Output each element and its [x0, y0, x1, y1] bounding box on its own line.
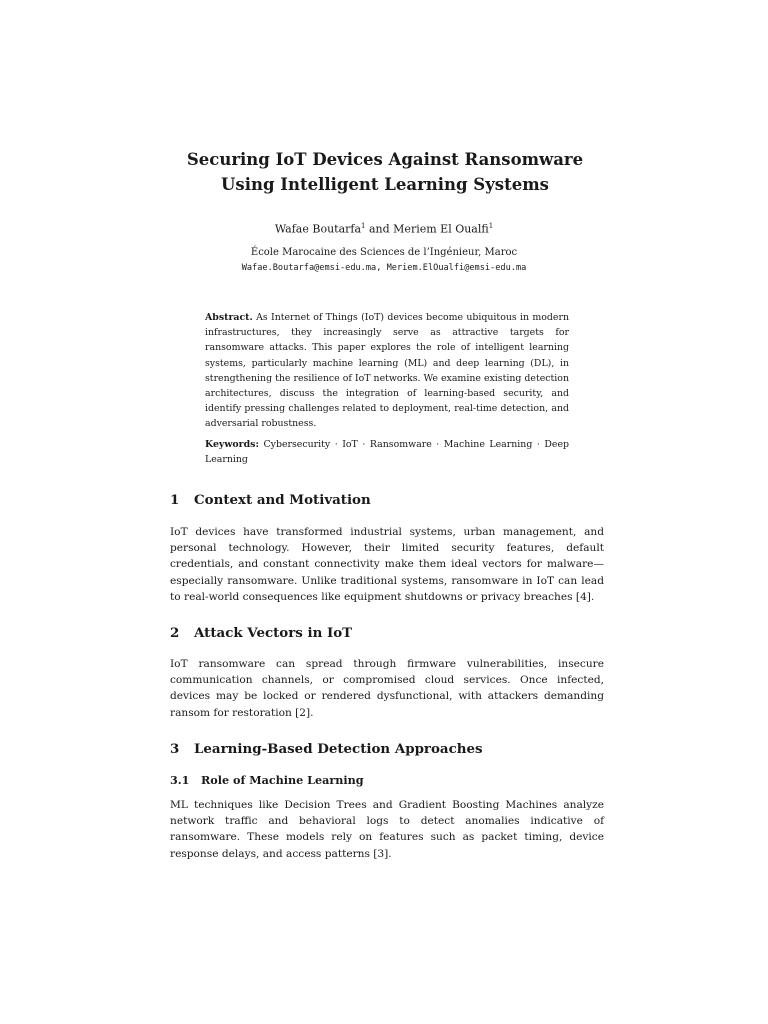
subsection-number: 3.1	[170, 773, 190, 787]
section-title: Context and Motivation	[194, 492, 371, 508]
section-number: 1	[170, 492, 180, 508]
section-heading	[170, 740, 483, 758]
author-list	[0, 219, 768, 237]
keywords	[205, 437, 569, 467]
email-address[interactable]: Meriem.ElOualfi@emsi-edu.ma	[386, 263, 527, 273]
affiliation: École Marocaine des Sciences de l’Ingénieur, Maroc	[250, 247, 518, 258]
section-number: 2	[170, 625, 180, 641]
keywords-label: Keywords:	[205, 439, 259, 450]
keywords-text: Cybersecurity · IoT · Ransomware · Machine Learning · Deep Learning	[205, 439, 569, 466]
author-name: Wafae Boutarfa	[274, 222, 362, 236]
author-connector: and	[368, 222, 390, 236]
title-line-1: Securing IoT Devices Against Ransomware	[186, 150, 584, 169]
section-number: 3	[170, 741, 180, 757]
section-title: Learning-Based Detection Approaches	[194, 741, 483, 757]
title-line-2: Using Intelligent Learning Systems	[221, 175, 549, 194]
subsection-heading	[170, 772, 364, 788]
affiliation-marker: 1	[488, 222, 494, 230]
section-heading	[170, 491, 371, 509]
email-address[interactable]: Wafae.Boutarfa@emsi-edu.ma	[241, 263, 377, 273]
paper-title	[170, 147, 600, 197]
author-name: Meriem El Oualfi	[393, 222, 489, 236]
section-heading	[170, 624, 352, 642]
affiliation-marker: 1	[361, 222, 366, 230]
abstract-text: As Internet of Things (IoT) devices become ubiquitous in modern infrastructures, they increasingly serve as attractive targets for ransomware attacks. This paper explores the role of intelligent learning systems, particularly machine learning (ML) and deep learning (DL), in strengthening the resilience of IoT networks. We examine existing detection architectures, discuss the integration of learning-based security, and identify pressing challenges related to deployment, real-time detection, and adversarial robustness.	[205, 312, 569, 430]
email-separator: ,	[376, 263, 382, 273]
section-body: IoT devices have transformed industrial systems, urban management, and personal technology. However, their limited security features, default credentials, and constant connectivity make them ideal vectors for malware—especially ransomware. Unlike traditional systems, ransomware in IoT can lead to real-world consequences like equipment shutdowns or privacy breaches [4].	[170, 526, 604, 603]
abstract	[205, 310, 569, 432]
section-body: IoT ransomware can spread through firmware vulnerabilities, insecure communication channels, or compromised cloud services. Once infected, devices may be locked or rendered dysfunctional, with attackers demanding ransom for restoration [2].	[170, 658, 604, 719]
subsection-title: Role of Machine Learning	[201, 773, 364, 787]
subsection-body: ML techniques like Decision Trees and Gradient Boosting Machines analyze network traffic and behavioral logs to detect anomalies indicative of ransomware. These models rely on features such as packet timing, device response delays, and access patterns [3].	[170, 799, 604, 860]
author-emails	[0, 261, 768, 275]
abstract-label: Abstract.	[205, 312, 253, 323]
section-title: Attack Vectors in IoT	[194, 625, 353, 641]
